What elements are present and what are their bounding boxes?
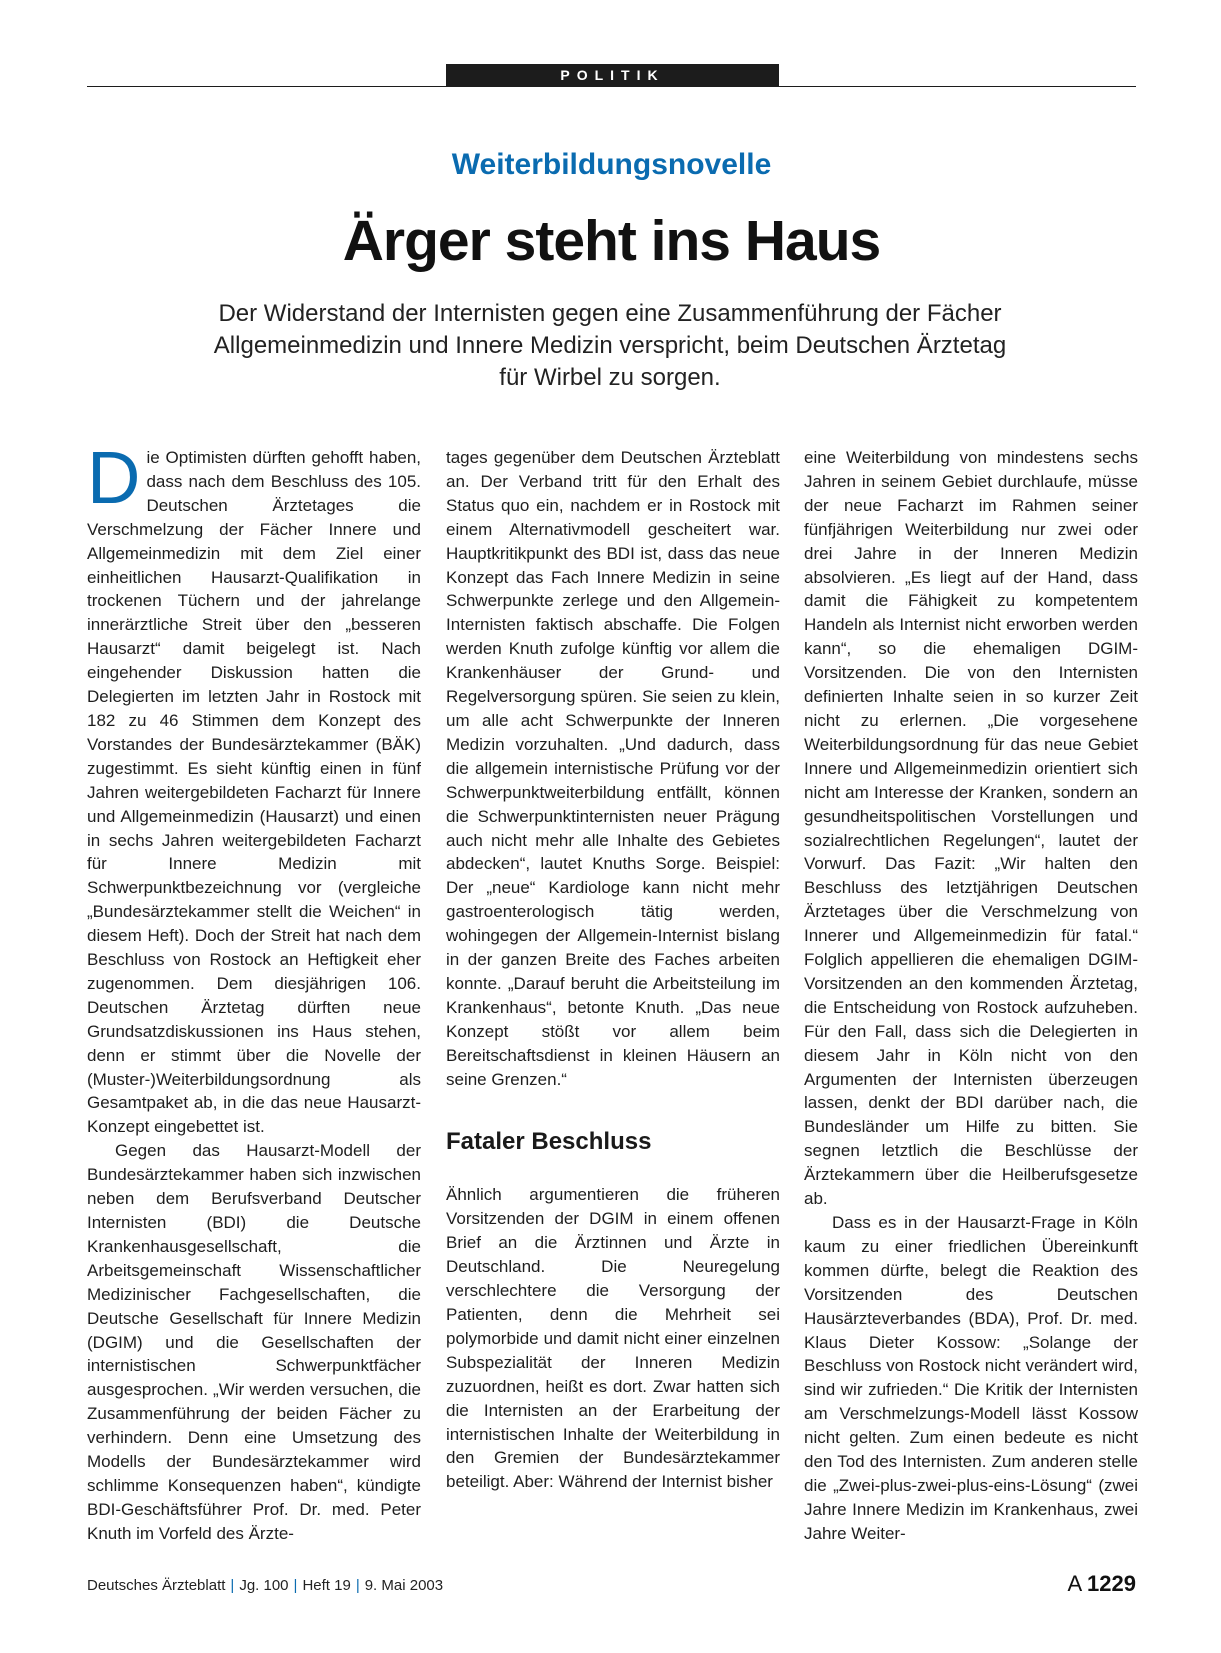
volume: Jg. 100 xyxy=(239,1577,289,1594)
paragraph: Gegen das Hausarzt-Modell der Bundesärztekammer haben sich inzwischen neben dem Berufsverband Deutscher Internisten (BDI) die Deutsche Krankenhausgesellschaft, die Arbeitsgemeinschaft Wissenschaftlicher Medizinischer Fachgesellschaften, die Deutsche Gesellschaft für Innere Medizin (DGIM) und die Gesellschaften der internistischen Schwerpunktfächer ausgesprochen. „Wir werden versuchen, die Zusammenführung der beiden Fächer zu verhindern. Denn eine Umsetzung des Modells der Bundesärztekammer wird schlimme Konsequenzen haben“, kündigte BDI-Geschäftsführer Prof. Dr. med. Peter Knuth im Vorfeld des Ärzte- xyxy=(87,1141,421,1543)
paragraph-text: ie Optimisten dürften gehofft haben, dass nach dem Beschluss des 105. Deutschen Ärztetages die Verschmelzung der Fächer Innere und Allgemeinmedizin mit dem Ziel einer einheitlichen Hausarzt-Qualifikation in trockenen Tüchern und der jahrelange innerärztliche Streit über den „besseren Hausarzt“ damit beigelegt ist. Nach eingehender Diskussion hatten die Delegierten im letzten Jahr in Rostock mit 182 zu 46 Stimmen dem Konzept des Vorstandes der Bundesärztekammer (BÄK) zugestimmt. Es sieht künftig einen in fünf Jahren weitergebildeten Facharzt für Innere und Allgemeinmedizin (Hausarzt) und einen in sechs Jahren weitergebildeten Facharzt für Innere Medizin mit Schwerpunktbezeichnung vor (vergleiche „Bundesärztekammer stellt die Weichen“ in diesem Heft). Doch der Streit hat nach dem Beschluss von Rostock an Heftigkeit eher zugenommen. Dem diesjährigen 106. Deutschen Ärztetag dürften neue Grundsatzdiskussionen ins Haus stehen, denn er stimmt über die Novelle der (Muster-)Weiterbildungsordnung als Gesamtpaket ab, in die das neue Hausarzt-Konzept eingebettet ist. xyxy=(87,448,421,1137)
page-prefix: A xyxy=(1067,1571,1081,1596)
article-kicker: Weiterbildungsnovelle xyxy=(451,148,772,181)
header-rule xyxy=(87,86,1136,87)
separator: | xyxy=(230,1577,235,1594)
text-column-1 xyxy=(87,436,421,1546)
issue: Heft 19 xyxy=(302,1577,351,1594)
page-number xyxy=(1067,1571,1136,1597)
footer-citation xyxy=(87,1577,443,1594)
paragraph: tages gegenüber dem Deutschen Ärzteblatt an. Der Verband tritt für den Erhalt des Status quo ein, nachdem er in Rostock mit einem Alternativmodell gescheitert war. Hauptkritikpunkt des BDI ist, dass das neue Konzept das Fach Innere Medizin in seine Schwerpunkte zerlege und den Allgemein-Internisten faktisch abschaffe. Die Folgen werden Knuth zufolge künftig vor allem die Krankenhäuser der Grund- und Regelversorgung spüren. Sie seien zu klein, um alle acht Schwerpunkte der Inneren Medizin vorzuhalten. „Und dadurch, dass die allgemein internistische Prüfung vor der Schwerpunktweiterbildung entfällt, können die Schwerpunktinternisten neuer Prägung auch nicht mehr alle Inhalte des Gebietes abdecken“, lautet Knuths Sorge. Beispiel: Der „neue“ Kardiologe kann nicht mehr gastroenterologisch tätig werden, wohingegen der Allgemein-Internist bislang in der ganzen Breite des Faches arbeiten konnte. „Darauf beruht die Arbeitsteilung im Krankenhaus“, betonte Knuth. „Das neue Konzept stößt vor allem beim Bereitschaftsdienst in kleinen Häusern an seine Grenzen.“ xyxy=(446,448,780,1089)
separator: | xyxy=(293,1577,298,1594)
paragraph xyxy=(87,436,421,1139)
section-rubric: POLITIK xyxy=(446,64,779,86)
paragraph: Dass es in der Hausarzt-Frage in Köln kaum zu einer friedlichen Übereinkunft kommen dürfte, belegt die Reaktion des Vorsitzenden des Deutschen Hausärzteverbandes (BDA), Prof. Dr. med. Klaus Dieter Kossow: „Solange der Beschluss von Rostock nicht verändert wird, sind wir zufrieden.“ Die Kritik der Internisten am Verschmelzungs-Modell lässt Kossow nicht gelten. Zum einen bedeute es nicht den Tod des Internisten. Zum anderen stelle die „Zwei-plus-zwei-plus-eins-Lösung“ (zwei Jahre Innere Medizin im Krankenhaus, zwei Jahre Weiter- xyxy=(804,1213,1138,1543)
journal-name: Deutsches Ärzteblatt xyxy=(87,1577,226,1594)
paragraph: Ähnlich argumentieren die früheren Vorsitzenden der DGIM in einem offenen Brief an die Ärztinnen und Ärzte in Deutschland. Die Neuregelung verschlechtere die Versorgung der Patienten, denn die Mehrheit sei polymorbide und damit nicht einer einzelnen Subspezialität der Inneren Medizin zuzuordnen, heißt es dort. Zwar hatten sich die Internisten an der Erarbeitung der internistischen Inhalte der Weiterbildung in den Gremien der Bundesärztekammer beteiligt. Aber: Während der Internist bisher xyxy=(446,1185,780,1492)
paragraph: eine Weiterbildung von mindestens sechs Jahren in seinem Gebiet durchlaufe, müsse der neue Facharzt im Rahmen seiner fünfjährigen Weiterbildung nur zwei oder drei Jahre in der Inneren Medizin absolvieren. „Es liegt auf der Hand, dass damit die Fähigkeit zu kompetentem Handeln als Internist nicht erworben werden kann“, so die ehemaligen DGIM-Vorsitzenden. Die von den Internisten definierten Inhalte seien in so kurzer Zeit nicht zu erlernen. „Die vorgesehene Weiterbildungsordnung für das neue Gebiet Innere und Allgemeinmedizin orientiert sich nicht am Interesse der Kranken, sondern an gesundheitspolitischen Vorstellungen und sozialrechtlichen Regelungen“, lautet der Vorwurf. Das Fazit: „Wir halten den Beschluss des letztjährigen Deutschen Ärztetages über die Verschmelzung von Innerer und Allgemeinmedizin für fatal.“ Folglich appellieren die ehemaligen DGIM-Vorsitzenden an den kommenden Ärztetag, die Entscheidung von Rostock aufzuheben. Für den Fall, dass sich die Delegierten in diesem Jahr in Köln nicht von den Argumenten der Internisten überzeugen lassen, denkt der BDI darüber nach, die Bundesländer um Hilfe zu bitten. Sie segnen letztlich die Beschlüsse der Ärztekammern über die Heilberufsgesetze ab. xyxy=(804,448,1138,1209)
text-column-3 xyxy=(804,446,1138,1546)
section-subhead: Fataler Beschluss xyxy=(446,1128,652,1156)
article-dek: Der Widerstand der Internisten gegen eine Zusammenführung der Fächer Allgemeinmedizin und Innere Medizin verspricht, beim Deutschen Ärztetag für Wirbel zu sorgen. xyxy=(213,300,1007,391)
separator: | xyxy=(355,1577,360,1594)
text-column-2 xyxy=(446,446,780,1494)
publication-date: 9. Mai 2003 xyxy=(364,1577,444,1594)
article-headline: Ärger steht ins Haus xyxy=(342,209,881,273)
drop-cap: D xyxy=(87,436,141,519)
page-number-value: 1229 xyxy=(1087,1571,1136,1596)
